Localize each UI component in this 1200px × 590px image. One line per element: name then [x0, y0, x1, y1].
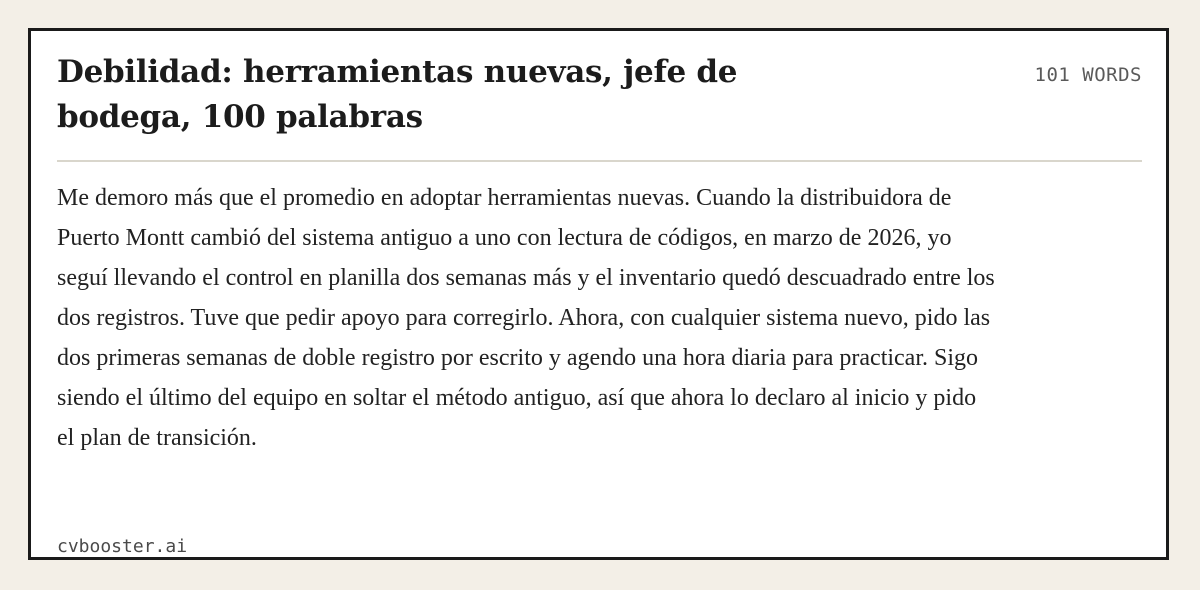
answer-card [28, 28, 1169, 560]
title-divider [57, 160, 1142, 162]
word-count-badge: 101 WORDS [1034, 64, 1142, 86]
card-title: Debilidad: herramientas nuevas, jefe de bodega, 100 palabras [57, 54, 738, 135]
footer-brand: cvbooster.ai [57, 536, 188, 557]
answer-body: Me demoro más que el promedio en adoptar herramientas nuevas. Cuando la distribuidora de Puerto Montt cambió del sistema antiguo a uno con lectura de códigos, en marzo de 2026, yo seguí llevando el control en planilla dos semanas más y el inventario quedó descuadrado entre los dos registros. Tuve que pedir apoyo para corregirlo. Ahora, con cualquier sistema nuevo, pido las dos primeras semanas de doble registro por escrito y agendo una hora diaria para practicar. Sigo siendo el último del equipo en soltar el método antiguo, así que ahora lo declaro al inicio y pido el plan de transición. [57, 185, 995, 451]
